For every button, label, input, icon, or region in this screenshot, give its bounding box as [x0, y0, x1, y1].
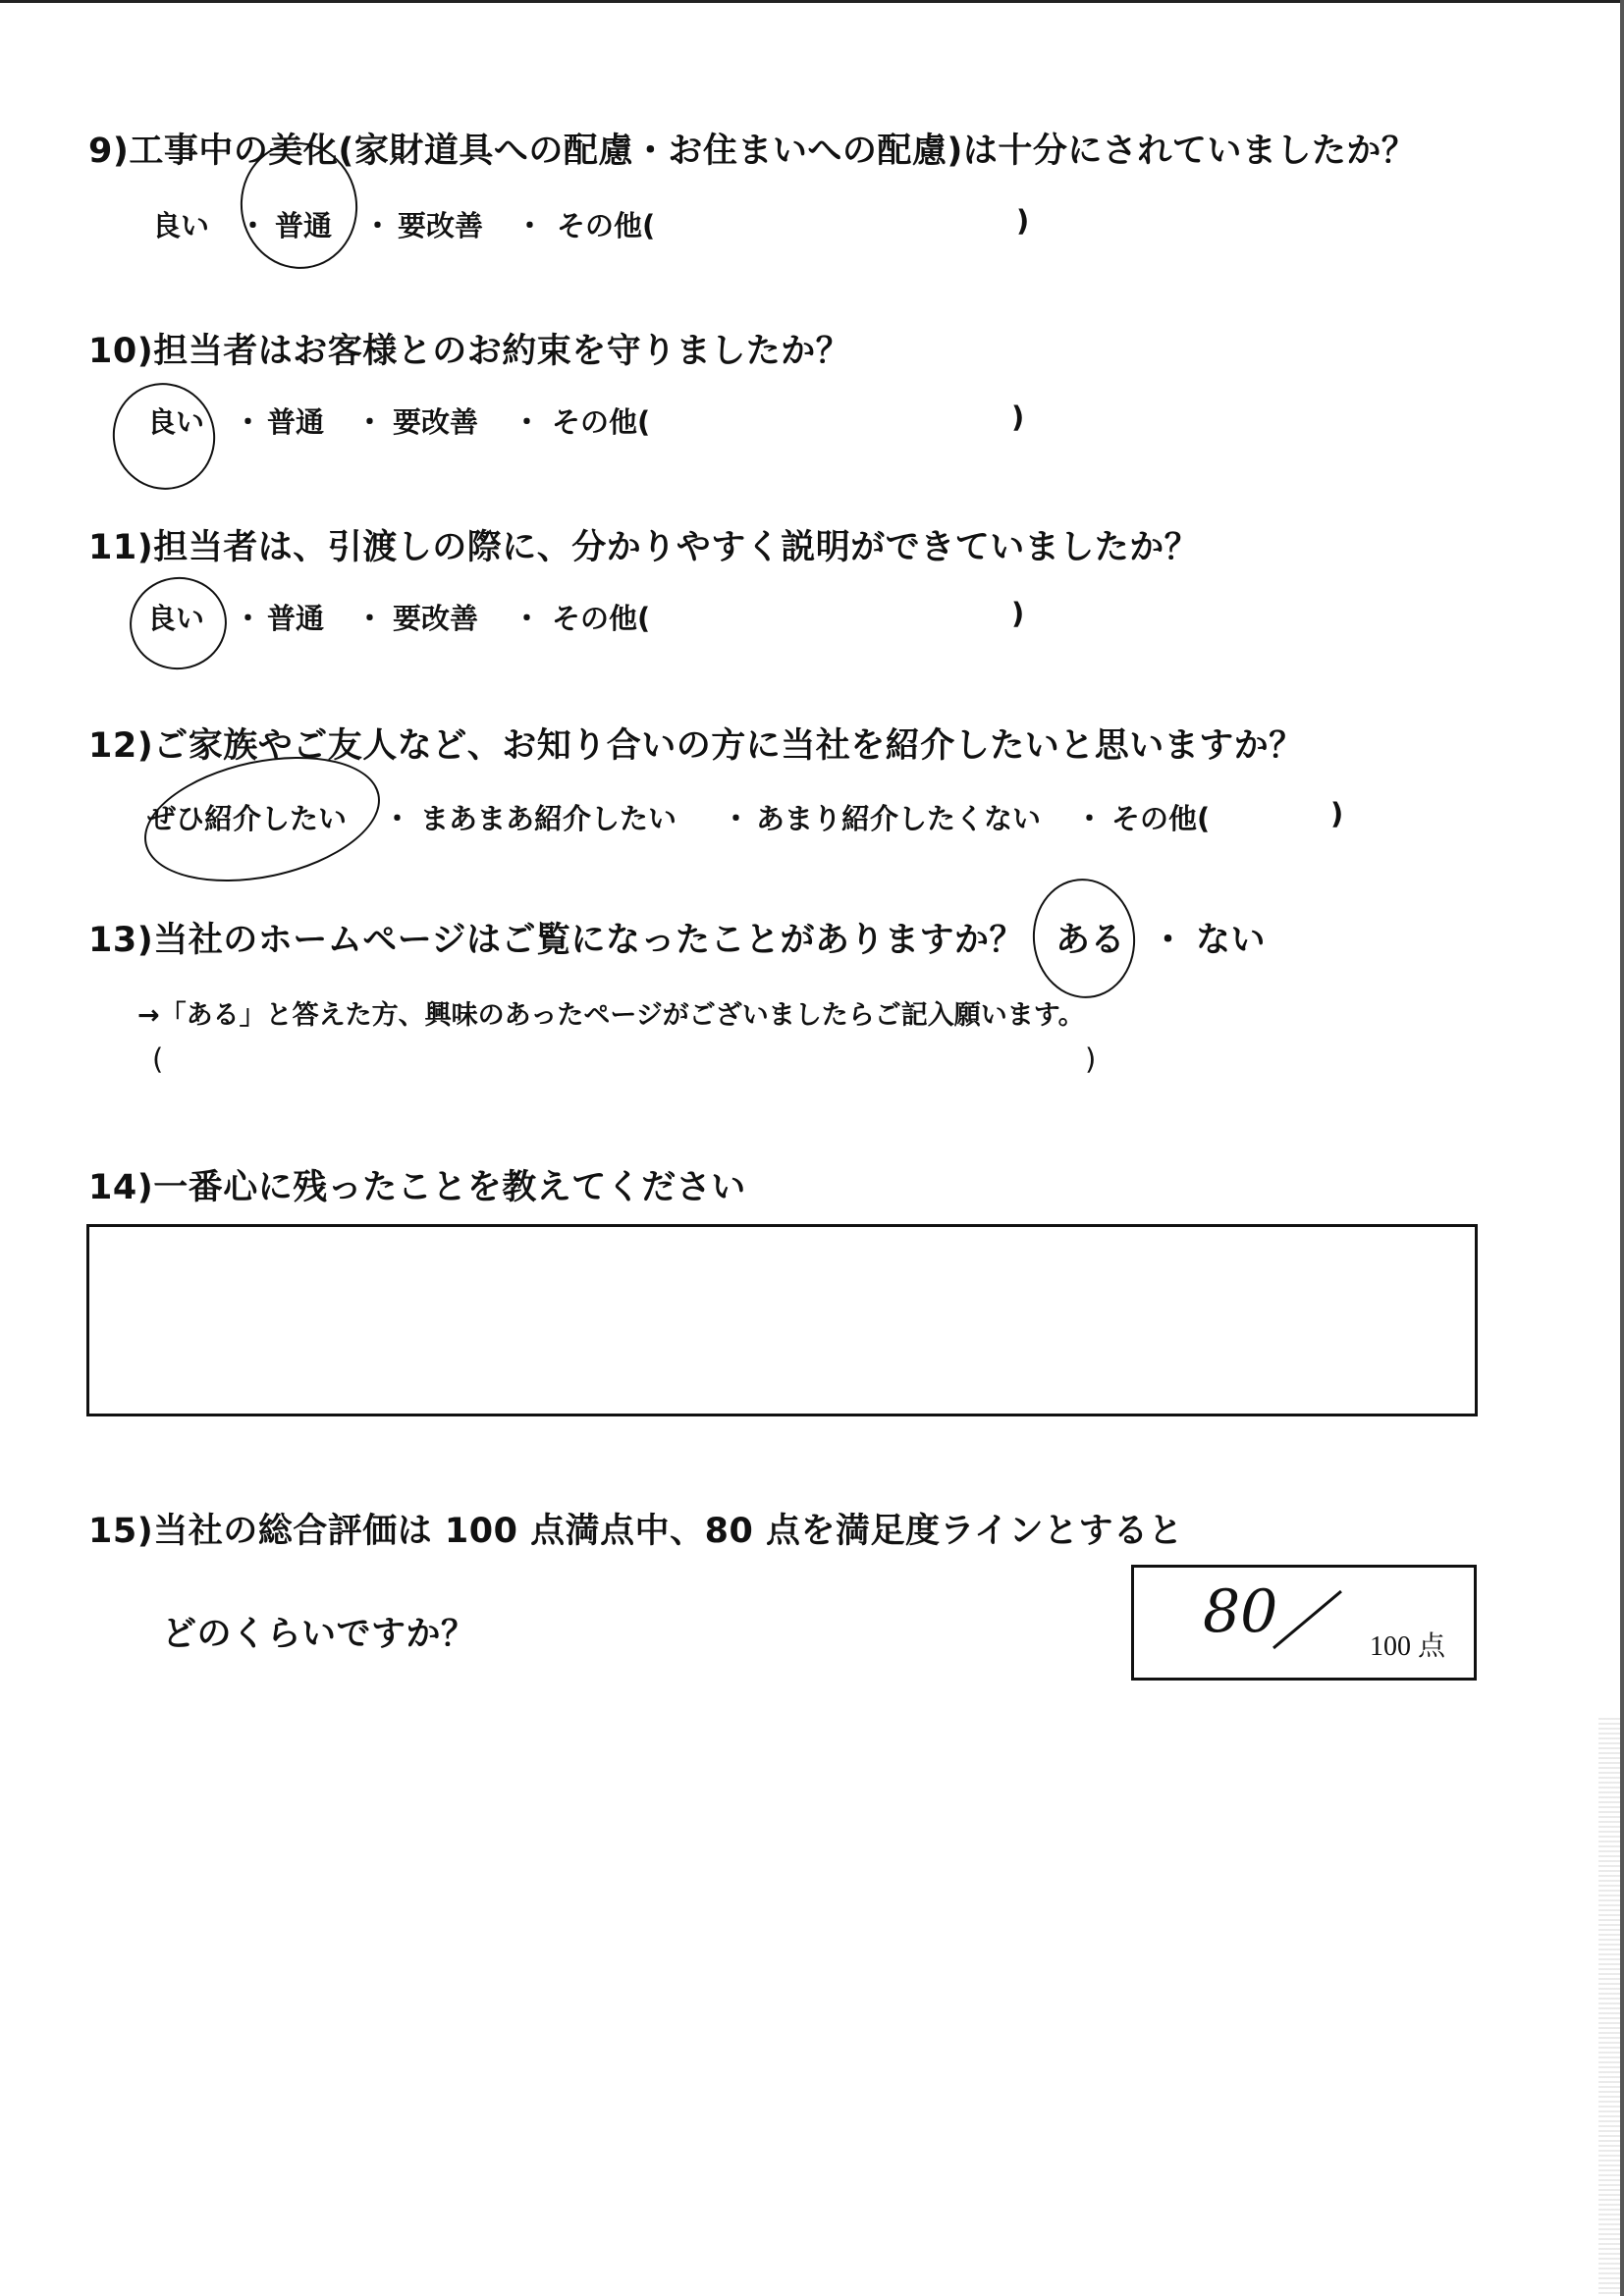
separator: ・: [722, 802, 751, 835]
question-text: )ご家族やご友人など、お知り合いの方に当社を紹介したいと思いますか？: [136, 726, 1304, 766]
question-text-line2: どのくらいですか？: [162, 1615, 476, 1654]
separator: ・: [239, 209, 268, 242]
followup-instruction: →「ある」と答えた方、興味のあったページがございましたらご記入願います。: [137, 1000, 1085, 1031]
question-number: 12: [88, 726, 137, 766]
question-number: 10: [88, 332, 137, 371]
separator: ・: [513, 405, 542, 439]
selection-circle: [1027, 874, 1141, 1003]
separator: ・: [1075, 802, 1105, 835]
option-somewhat-recommend[interactable]: まあまあ紹介したい: [420, 802, 677, 835]
option-needs-improvement[interactable]: 要改善: [393, 602, 479, 635]
option-other-close: ): [1011, 400, 1025, 434]
question-number: 11: [88, 528, 137, 567]
option-other-close: ): [1330, 797, 1344, 830]
option-other-close: ): [1011, 597, 1025, 630]
page-top-edge: [0, 0, 1624, 3]
separator: ・: [234, 602, 263, 635]
answer-separator: ・: [1151, 921, 1186, 960]
separator: ・: [513, 602, 542, 635]
question-text: )担当者はお客様とのお約束を守りましたか？: [136, 332, 851, 371]
comment-box[interactable]: [86, 1224, 1478, 1416]
option-other-close: ): [1016, 204, 1030, 238]
question-10: [88, 324, 850, 373]
score-box[interactable]: [1131, 1565, 1477, 1681]
separator: ・: [515, 209, 545, 242]
option-needs-improvement[interactable]: 要改善: [398, 209, 484, 242]
question-13: [88, 913, 1024, 962]
question-14: [88, 1160, 746, 1209]
question-text: )担当者は、引渡しの際に、分かりやすく説明ができていましたか？: [136, 528, 1200, 567]
scan-noise: [1598, 1718, 1620, 2296]
answer-no[interactable]: ない: [1196, 921, 1267, 960]
answer-yes[interactable]: ある: [1056, 921, 1126, 960]
question-15: [88, 1504, 1183, 1553]
handwritten-score: 80: [1203, 1577, 1278, 1646]
separator: ・: [355, 602, 385, 635]
option-normal[interactable]: 普通: [275, 209, 333, 242]
option-other[interactable]: その他(: [552, 602, 651, 635]
option-other[interactable]: その他(: [557, 209, 656, 242]
option-needs-improvement[interactable]: 要改善: [393, 405, 479, 439]
separator: ・: [383, 802, 412, 835]
question-text: )工事中の美化(家財道具への配慮・お住まいへの配慮)は十分にされていましたか？: [112, 132, 1417, 171]
option-normal[interactable]: 普通: [267, 405, 325, 439]
selection-circle: [123, 569, 235, 677]
page-right-edge: [1620, 0, 1624, 2296]
option-good[interactable]: 良い: [147, 405, 205, 439]
followup-paren-close: ): [1085, 1042, 1097, 1076]
question-11: [88, 520, 1199, 569]
score-slash: [1272, 1590, 1342, 1649]
separator: ・: [234, 405, 263, 439]
question-text: )一番心に残ったことを教えてください: [136, 1168, 746, 1207]
question-text: )当社のホームページはご覧になったことがありますか？: [136, 921, 1025, 960]
options-11: [147, 597, 1080, 636]
option-other[interactable]: その他(: [1111, 802, 1211, 835]
selection-circle: [101, 371, 228, 501]
option-good[interactable]: 良い: [147, 602, 205, 635]
option-not-recommend[interactable]: あまり紹介したくない: [756, 802, 1042, 835]
option-normal[interactable]: 普通: [267, 602, 325, 635]
followup-paren-open: (: [152, 1042, 164, 1076]
separator: ・: [355, 405, 385, 439]
score-unit: 100 点: [1370, 1631, 1446, 1662]
question-number: 13: [88, 921, 137, 960]
option-other[interactable]: その他(: [552, 405, 651, 439]
question-text-line1: )当社の総合評価は 100 点満点中、80 点を満足度ラインとすると: [136, 1512, 1183, 1551]
question-number: 9: [88, 132, 113, 171]
question-number: 14: [88, 1168, 137, 1207]
option-definitely-recommend[interactable]: ぜひ紹介したい: [147, 802, 348, 835]
options-10: [147, 400, 1080, 440]
question-number: 15: [88, 1512, 137, 1551]
option-good[interactable]: 良い: [152, 209, 210, 242]
separator: ・: [363, 209, 393, 242]
